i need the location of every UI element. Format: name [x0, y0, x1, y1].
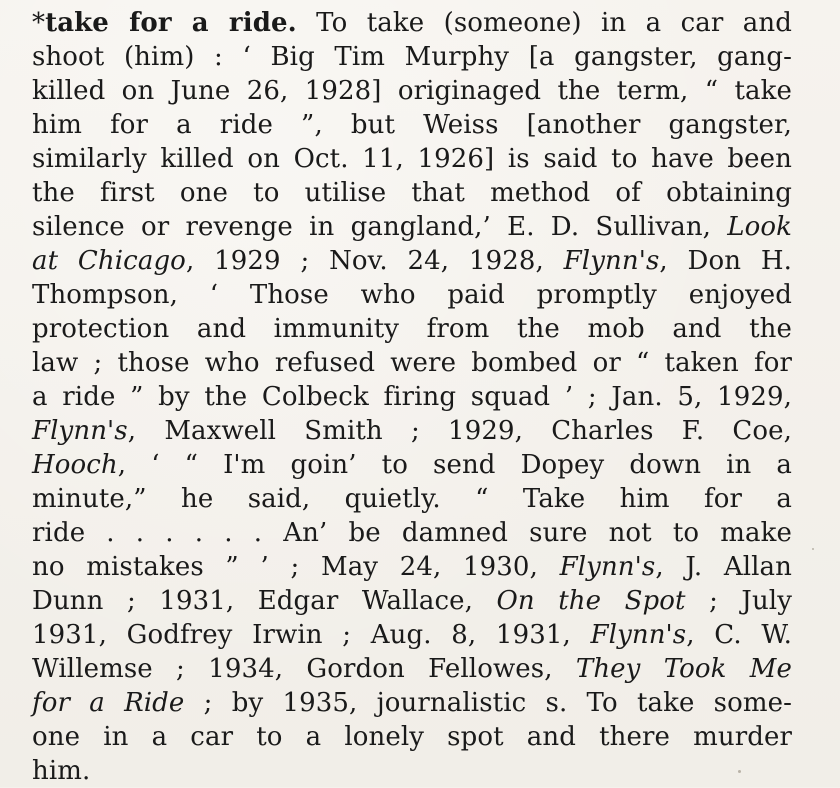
paper-speck [738, 770, 741, 773]
entry-text: him for a ride ”, but Weiss [another gangster, [32, 110, 792, 140]
entry-line [32, 584, 792, 618]
entry-text: , 1929 ; Nov. 24, 1928, [185, 246, 564, 276]
italic-title-text: Hooch [32, 450, 118, 480]
italic-title-text: Flynn's [563, 246, 660, 276]
entry-marker: * [32, 8, 46, 38]
entry-line [32, 686, 792, 720]
italic-title-text: They Took Me [575, 654, 792, 684]
entry-line [32, 210, 792, 244]
entry-line [32, 312, 792, 346]
entry-line [32, 652, 792, 686]
entry-text: shoot (him) : ‘ Big Tim Murphy [a gangster, gang- [32, 42, 792, 72]
italic-title-text: On the Spot [496, 586, 686, 616]
italic-title-text: Flynn's [32, 416, 128, 446]
entry-line [32, 108, 792, 142]
entry-text: law ; those who refused were bombed or “ taken for [32, 348, 792, 378]
entry-text: no mistakes ” ’ ; May 24, 1930, [32, 552, 560, 582]
entry-line [32, 176, 792, 210]
entry-text: , Maxwell Smith ; 1929, Charles F. Coe, [127, 416, 792, 446]
entry-text: protection and immunity from the mob and the [32, 314, 792, 344]
entry-text: a ride ” by the Colbeck firing squad ’ ; Jan. 5, 1929, [32, 382, 792, 412]
entry-line [32, 40, 792, 74]
entry-text: ride . . . . . . An’ be damned sure not to make [32, 518, 792, 548]
italic-title-text: Flynn's [559, 552, 656, 582]
entry-line [32, 74, 792, 108]
entry-line [32, 380, 792, 414]
entry-text: similarly killed on Oct. 11, 1926] is said to have been [32, 144, 792, 174]
entry-line [32, 754, 792, 788]
entry-line [32, 142, 792, 176]
entry-text: , J. Allan [655, 552, 792, 582]
entry-line [32, 516, 792, 550]
entry-text: Thompson, ‘ Those who paid promptly enjoyed [32, 280, 792, 310]
entry-line [32, 618, 792, 652]
italic-title-text: Flynn's [590, 620, 687, 650]
entry-text: one in a car to a lonely spot and there murder [32, 722, 792, 752]
entry-text: , C. W. [686, 620, 792, 650]
italic-title-text: at Chicago [32, 246, 186, 276]
entry-line [32, 448, 792, 482]
dictionary-entry [32, 6, 792, 788]
entry-line [32, 482, 792, 516]
entry-text: Willemse ; 1934, Gordon Fellowes, [32, 654, 576, 684]
entry-text: the first one to utilise that method of obtaining [32, 178, 792, 208]
entry-text: ; by 1935, journalistic s. To take some- [184, 688, 792, 718]
entry-text: Dunn ; 1931, Edgar Wallace, [32, 586, 497, 616]
italic-title-text: Look [727, 212, 792, 242]
entry-line [32, 244, 792, 278]
entry-text: ; July [685, 586, 792, 616]
entry-line [32, 346, 792, 380]
entry-line [32, 414, 792, 448]
entry-text: , Don H. [659, 246, 793, 276]
headword: take for a ride. [45, 8, 297, 38]
entry-text: him. [32, 756, 91, 786]
entry-line [32, 720, 792, 754]
entry-text: To take (someone) in a car and [296, 8, 792, 38]
entry-text: 1931, Godfrey Irwin ; Aug. 8, 1931, [32, 620, 591, 650]
paper-speck [812, 548, 814, 550]
entry-text: killed on June 26, 1928] originaged the term, “ take [32, 76, 792, 106]
entry-text: minute,” he said, quietly. “ Take him for a [32, 484, 792, 514]
entry-text: silence or revenge in gangland,’ E. D. Sullivan, [32, 212, 728, 242]
entry-line [32, 6, 792, 40]
entry-text: , ‘ “ I'm goin’ to send Dopey down in a [117, 450, 792, 480]
italic-title-text: for a Ride [32, 688, 185, 718]
entry-line [32, 278, 792, 312]
entry-line [32, 550, 792, 584]
